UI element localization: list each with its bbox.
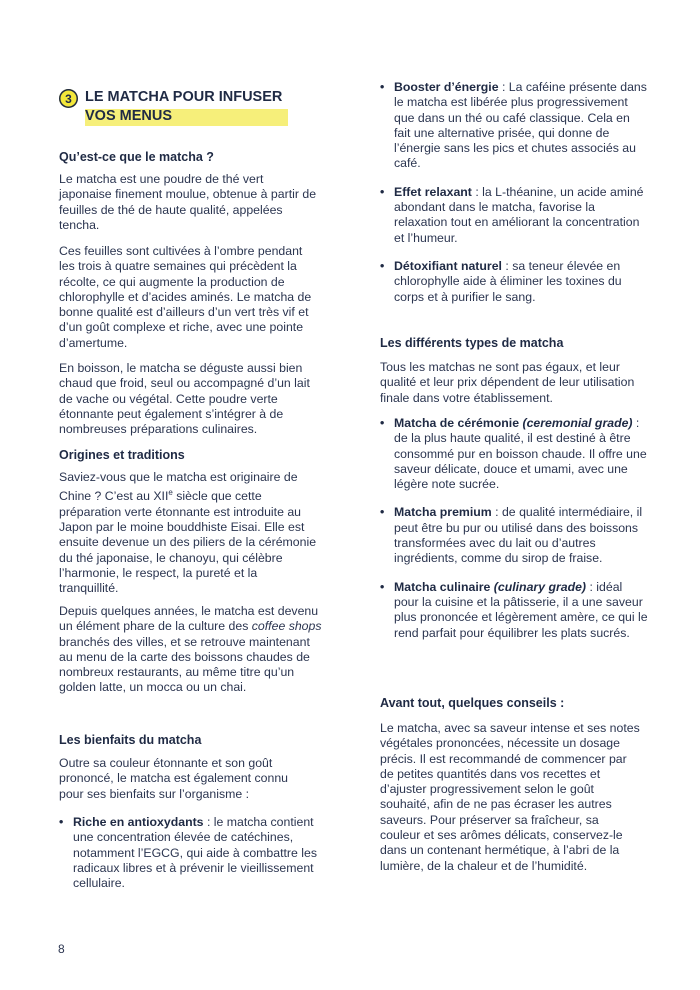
section-title-line-2: VOS MENUS (85, 108, 173, 124)
heading-origins: Origines et traditions (59, 448, 185, 462)
list-item-antioxidants: • Riche en antioxydants : le matcha contient une concentration élevée de catéchines, notamment l’EGCG, qui aide à combattre les radicaux libres et à prévenir le vieillissement cellulaire. (59, 815, 321, 891)
types-list (380, 416, 648, 641)
paragraph-tips: Le matcha, avec sa saveur intense et ses notes végétales prononcées, nécessite un dosage précis. Il est recommandé de commencer par de petites quantités dans vos recettes et d’ajuster progressivement selon le goût souhaité, afin de ne pas écraser les autres saveurs. Pour préserver sa fraîcheur, sa couleur et ses arômes délicats, conservez-le dans un contenant hermétique, à l’abri de la lumière, de la chaleur et de l’humidité. (380, 721, 640, 873)
paragraph-what-1: Le matcha est une poudre de thé vert japonaise finement moulue, obtenue à partir de feuilles de thé de haute qualité, appelées tencha. (59, 172, 317, 232)
list-item-energy: • Booster d’énergie : La caféine présente dans le matcha est libérée plus progressivement que dans un thé ou café classique. Cela en fait une alternative prisée, qui donne de l’énergie sans les pics et chutes associés au café. (380, 80, 648, 172)
paragraph-benefits: Outre sa couleur étonnante et son goût prononcé, le matcha est également connu pour ses bienfaits sur l’organisme : (59, 756, 289, 801)
section-title-line-1: LE MATCHA POUR INFUSER (85, 89, 283, 105)
paragraph-what-2: Ces feuilles sont cultivées à l’ombre pendant les trois à quatre semaines qui précèdent la récolte, ce qui augmente la production de chlorophylle et d’acides aminés. Le matcha de bonne qualité est d’ailleurs d’un vert très vif et d’un goût complexe et riche, avec une pointe d’amertume. (59, 244, 312, 350)
heading-benefits: Les bienfaits du matcha (59, 733, 202, 747)
paragraph-origins-2: Depuis quelques années, le matcha est devenu un élément phare de la culture des coffee shops branchés des villes, et se retrouve maintenant au menu de la carte des boissons chaudes de nombreux restaurants, au même titre qu’un golden latte, un mocca ou un chai. (59, 604, 322, 695)
paragraph-types: Tous les matchas ne sont pas égaux, et leur qualité et leur prix dépendent de leur utilisation finale dans votre établissement. (380, 360, 635, 405)
list-item-ceremonial: • Matcha de cérémonie (ceremonial grade) : de la plus haute qualité, il est destiné à être consommé pur en boisson chaude. Il offre une saveur délicate, douce et umami, avec une légère note sucrée. (380, 416, 648, 492)
heading-what-is-matcha: Qu’est-ce que le matcha ? (59, 150, 214, 164)
section-heading (59, 88, 288, 126)
list-item-culinary: • Matcha culinaire (culinary grade) : idéal pour la cuisine et la pâtisserie, il a une saveur plus prononcée et légèrement amère, ce qui le rend parfait pour équilibrer les plats sucrés. (380, 580, 648, 641)
heading-tips: Avant tout, quelques conseils : (380, 696, 565, 710)
section-number-badge: 3 (59, 89, 78, 108)
paragraph-what-3: En boisson, le matcha se déguste aussi bien chaud que froid, seul ou accompagné d’un lait de vache ou végétal. Cette poudre verte étonnante peut également s’intégrer à de nombreuses préparations culinaires. (59, 361, 310, 437)
page-number: 8 (58, 942, 65, 956)
list-item-detox: • Détoxifiant naturel : sa teneur élevée en chlorophylle aide à éliminer les toxines du corps et à purifier le sang. (380, 259, 648, 305)
benefits-list-left (59, 815, 321, 891)
benefits-list-right (380, 80, 648, 305)
section-title (85, 88, 288, 126)
paragraph-origins-1: Saviez-vous que le matcha est originaire de Chine ? C’est au XIIe siècle que cette préparation verte étonnante est introduite au Japon par le moine bouddhiste Eisai. Elle est ensuite devenue un des piliers de la cérémonie du thé japonaise, le chanoyu, qui célèbre l’harmonie, le respect, la pureté et la tranquillité. (59, 470, 317, 596)
list-item-premium: • Matcha premium : de qualité intermédiaire, il peut être bu pur ou utilisé dans des boissons transformées avec du lait ou d’autres ingrédients, comme du sirop de fraise. (380, 505, 648, 566)
list-item-relaxing: • Effet relaxant : la L-théanine, un acide aminé abondant dans le matcha, favorise la relaxation tout en améliorant la concentration et l’humeur. (380, 185, 648, 246)
heading-types: Les différents types de matcha (380, 336, 564, 350)
